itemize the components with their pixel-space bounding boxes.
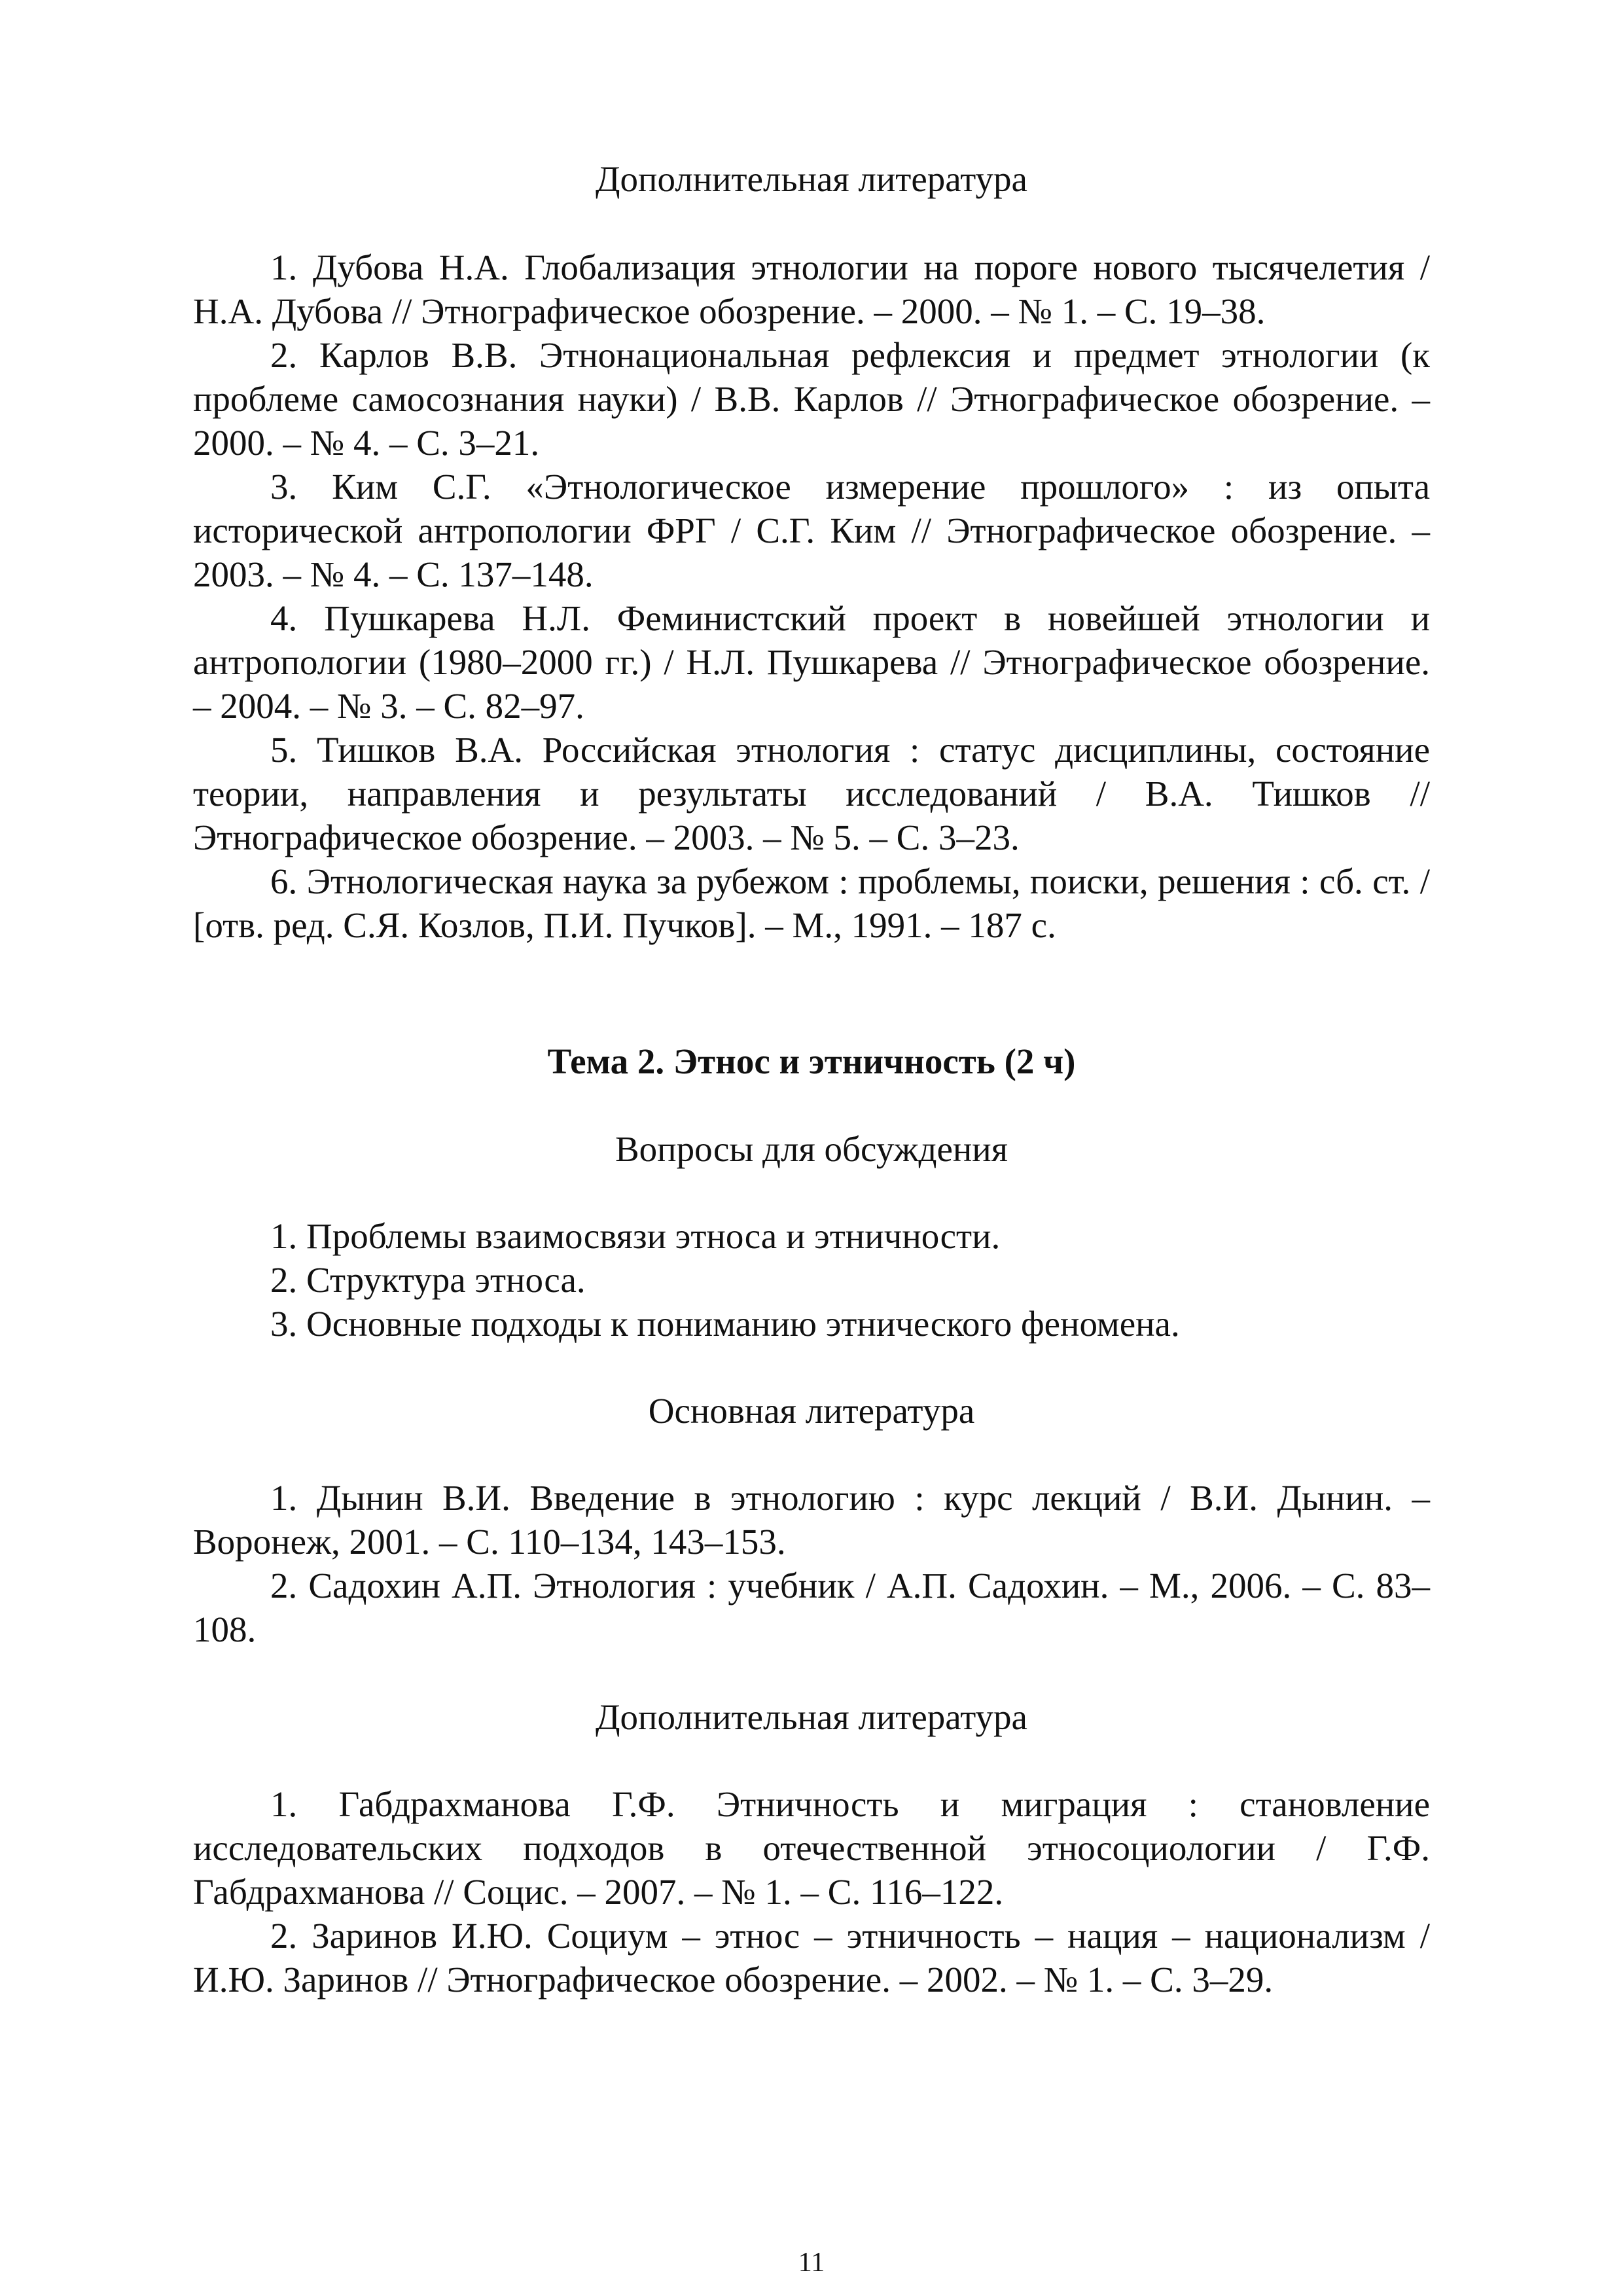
list-item: 1. Габдрахманова Г.Ф. Этничность и миграция : становление исследовательских подходов в отечественной этносоциологии / Г.Ф. Габдрахманова // Социс. – 2007. – № 1. – С. 116–122.: [193, 1784, 1431, 1912]
list-item: 3. Ким С.Г. «Этнологическое измерение прошлого» : из опыта исторической антропологии ФРГ / С.Г. Ким // Этнографическое обозрение. – 2003. – № 4. – С. 137–148.: [193, 467, 1431, 594]
additional-literature-list-2: [193, 1782, 1430, 2001]
list-item: 1. Дынин В.И. Введение в этнологию : курс лекций / В.И. Дынин. – Воронеж, 2001. – С. 110–134, 143–153.: [193, 1478, 1430, 1562]
list-item: 3. Основные подходы к пониманию этнического феномена.: [270, 1304, 1180, 1344]
additional-literature-heading: Дополнительная литература: [596, 159, 1027, 199]
list-item: 2. Структура этноса.: [270, 1260, 586, 1300]
questions-heading: Вопросы для обсуждения: [615, 1129, 1008, 1169]
list-item: 6. Этнологическая наука за рубежом : проблемы, поиски, решения : сб. ст. / [отв. ред. С.Я. Козлов, П.И. Пучков]. – М., 1991. – 187 с.: [193, 861, 1430, 945]
main-literature-list: [193, 1476, 1430, 1651]
additional-literature-list: [193, 245, 1430, 947]
list-item: 2. Заринов И.Ю. Социум – этнос – этничность – нация – национализм / И.Ю. Заринов // Этнографическое обозрение. – 2002. – № 1. – С. 3–29.: [193, 1916, 1430, 2000]
list-item: 1. Дубова Н.А. Глобализация этнологии на пороге нового тысячелетия / Н.А. Дубова // Этнографическое обозрение. – 2000. – № 1. – С. 19–38.: [193, 247, 1430, 331]
questions-list: [193, 1214, 1430, 1346]
topic-title: Тема 2. Этнос и этничность (2 ч): [547, 1041, 1076, 1081]
list-item: 4. Пушкарева Н.Л. Феминистский проект в новейшей этнологии и антропологии (1980–2000 гг.) / Н.Л. Пушкарева // Этнографическое обозрение. – 2004. – № 3. – С. 82–97.: [193, 598, 1431, 726]
list-item: 2. Карлов В.В. Этнонациональная рефлексия и предмет этнологии (к проблеме самосознания науки) / В.В. Карлов // Этнографическое обозрение. – 2000. – № 4. – С. 3–21.: [193, 335, 1430, 463]
list-item: 2. Садохин А.П. Этнология : учебник / А.П. Садохин. – М., 2006. – С. 83–108.: [193, 1566, 1431, 1649]
list-item: 5. Тишков В.А. Российская этнология : статус дисциплины, состояние теории, направления и результаты исследований / В.А. Тишков // Этнографическое обозрение. – 2003. – № 5. – С. 3–23.: [193, 730, 1431, 857]
additional-literature-heading-2: Дополнительная литература: [596, 1697, 1027, 1737]
main-literature-heading: Основная литература: [648, 1391, 975, 1431]
page-number: 11: [798, 2248, 825, 2278]
list-item: 1. Проблемы взаимосвязи этноса и этничности.: [270, 1216, 1001, 1256]
